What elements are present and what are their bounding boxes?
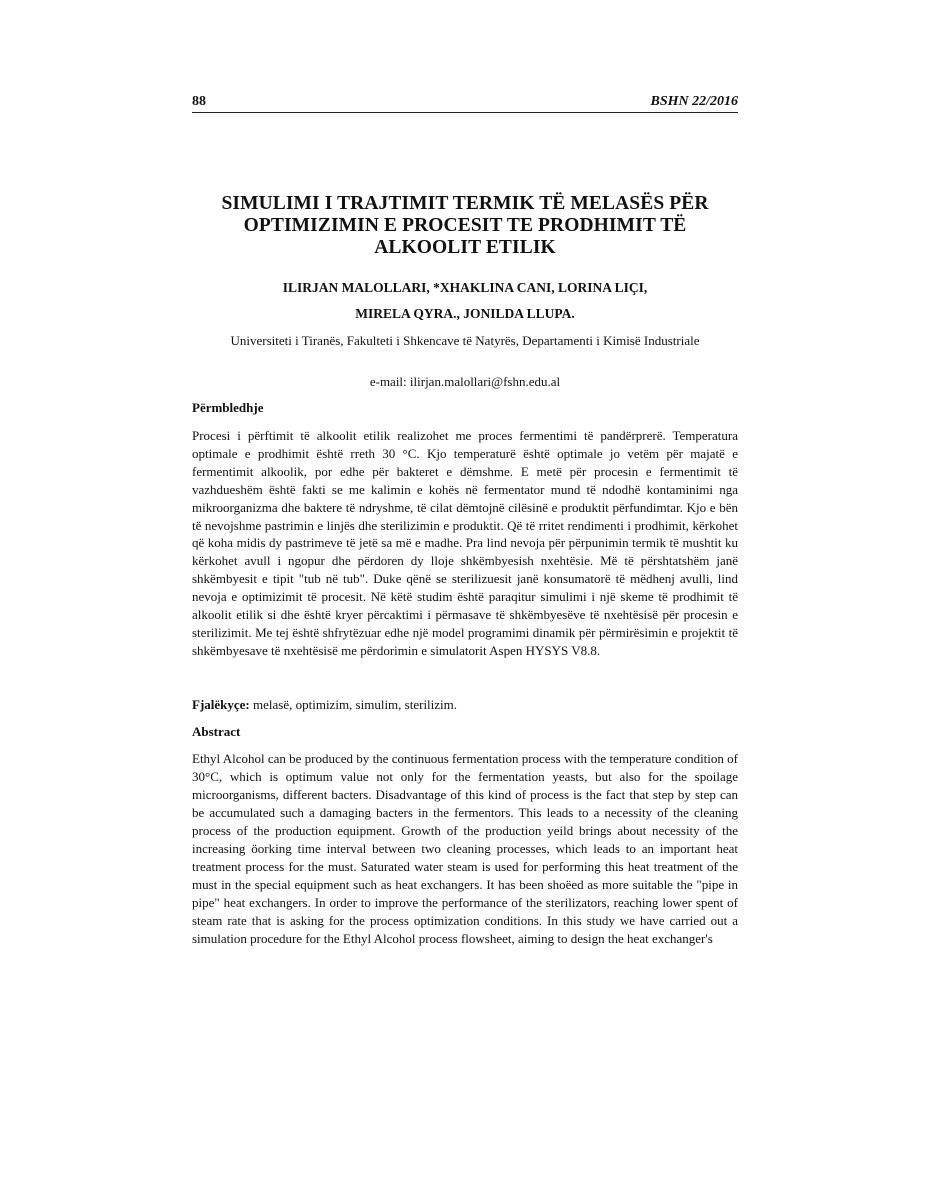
summary-text: Procesi i përftimit të alkoolit etilik realizohet me proces fermentimi të pandërprerë. Temperatura optimale e prodhimit është rreth 30 °C. Kjo temperaturë është optimale jo vetëm për majatë e fermentimit alkoolik, por edhe për bakteret e dëmshme. E metë për procesin e fermentimit të vazhdueshëm është fakti se me kalimin e kohës në fermentator mund të ndodhë kontaminimi nga mikroorganizma dhe baktere të ndryshme, të cilat dëmtojnë cilësinë e produktit përfundimtar. Kjo e bën të nevojshme pastrimin e linjës dhe sterilizimin e produktit. Që të rritet rendimenti i prodhimit, kërkohet që koha midis dy pastrimeve të jetë sa më e madhe. Pra lind nevoja për përpunimin termik të mushtit ku kërkohet avull i ngopur dhe përdoren dy lloje shkëmbyesish nxehtësie. Më të përshtatshëm janë shkëmbyesit e tipit "tub në tub". Duke qënë se sterilizuesit janë konsumatorë të mëdhenj avulli, lind nevoja e optimizimit të procesit. Në këtë studim është paraqitur simulimi i një skeme të prodhimit të alkoolit etilik si dhe është kryer përcaktimi i përmasave të shkëmbyesëve të nxehtësisë për procesin e sterilizimit. Me tej është shfrytëzuar edhe një model programimi dinamik për përmirësimin e projektit të shkëmbyesave të nxehtësisë me përdorimin e simulatorit Aspen HYSYS V8.8.	[192, 428, 738, 658]
affiliation: Universiteti i Tiranës, Fakulteti i Shkencave të Natyrës, Departamenti i Kimisë Industriale	[230, 333, 700, 348]
summary-heading: Përmbledhje	[192, 400, 264, 415]
keywords-text: melasë, optimizim, simulim, sterilizim.	[253, 697, 458, 712]
running-header	[192, 94, 738, 113]
abstract-text: Ethyl Alcohol can be produced by the continuous fermentation process with the temperature condition of 30°C, which is optimum value not only for the fermentation yeasts, but also for the spoilage microorganisms, different bacters. Disadvantage of this kind of process is the fact that step by step can be accumulated such a damaging bacters in the fermentors. This leads to a necessity of the cleaning process of the production equipment. Growth of the production yeild brings about necessity of the increasing öorking time interval between two cleaning processes, which leads to an important heat treatment process for the must. Saturated water steam is used for performing this heat treatment of the must in the special equipment such as heat exchangers. It has been shoëed as more suitable the "pipe in pipe" heat exchangers. In order to improve the performance of the sterilizators, reaching lower spent of steam rate that is asking for the process optimization conditions. In this study we have carried out a simulation procedure for the Ethyl Alcohol process flowsheet, aiming to design the heat exchanger's	[192, 751, 738, 947]
journal-reference: BSHN 22/2016	[650, 94, 738, 109]
abstract-heading: Abstract	[192, 724, 241, 739]
contact-email: e-mail: ilirjan.malollari@fshn.edu.al	[369, 374, 561, 389]
paper-title: SIMULIMI I TRAJTIMIT TERMIK TË MELASËS PËR OPTIMIZIMIN E PROCESIT TE PRODHIMIT TË ALKOOLIT ETILIK	[221, 193, 709, 258]
author-line-2: MIRELA QYRA., JONILDA LLUPA.	[355, 306, 575, 321]
keywords-label: Fjalëkyçe:	[192, 697, 250, 712]
author-line-1: ILIRJAN MALOLLARI, *XHAKLINA CANI, LORINA LIÇI,	[282, 280, 648, 295]
page-number: 88	[192, 94, 206, 109]
keywords	[192, 697, 738, 713]
